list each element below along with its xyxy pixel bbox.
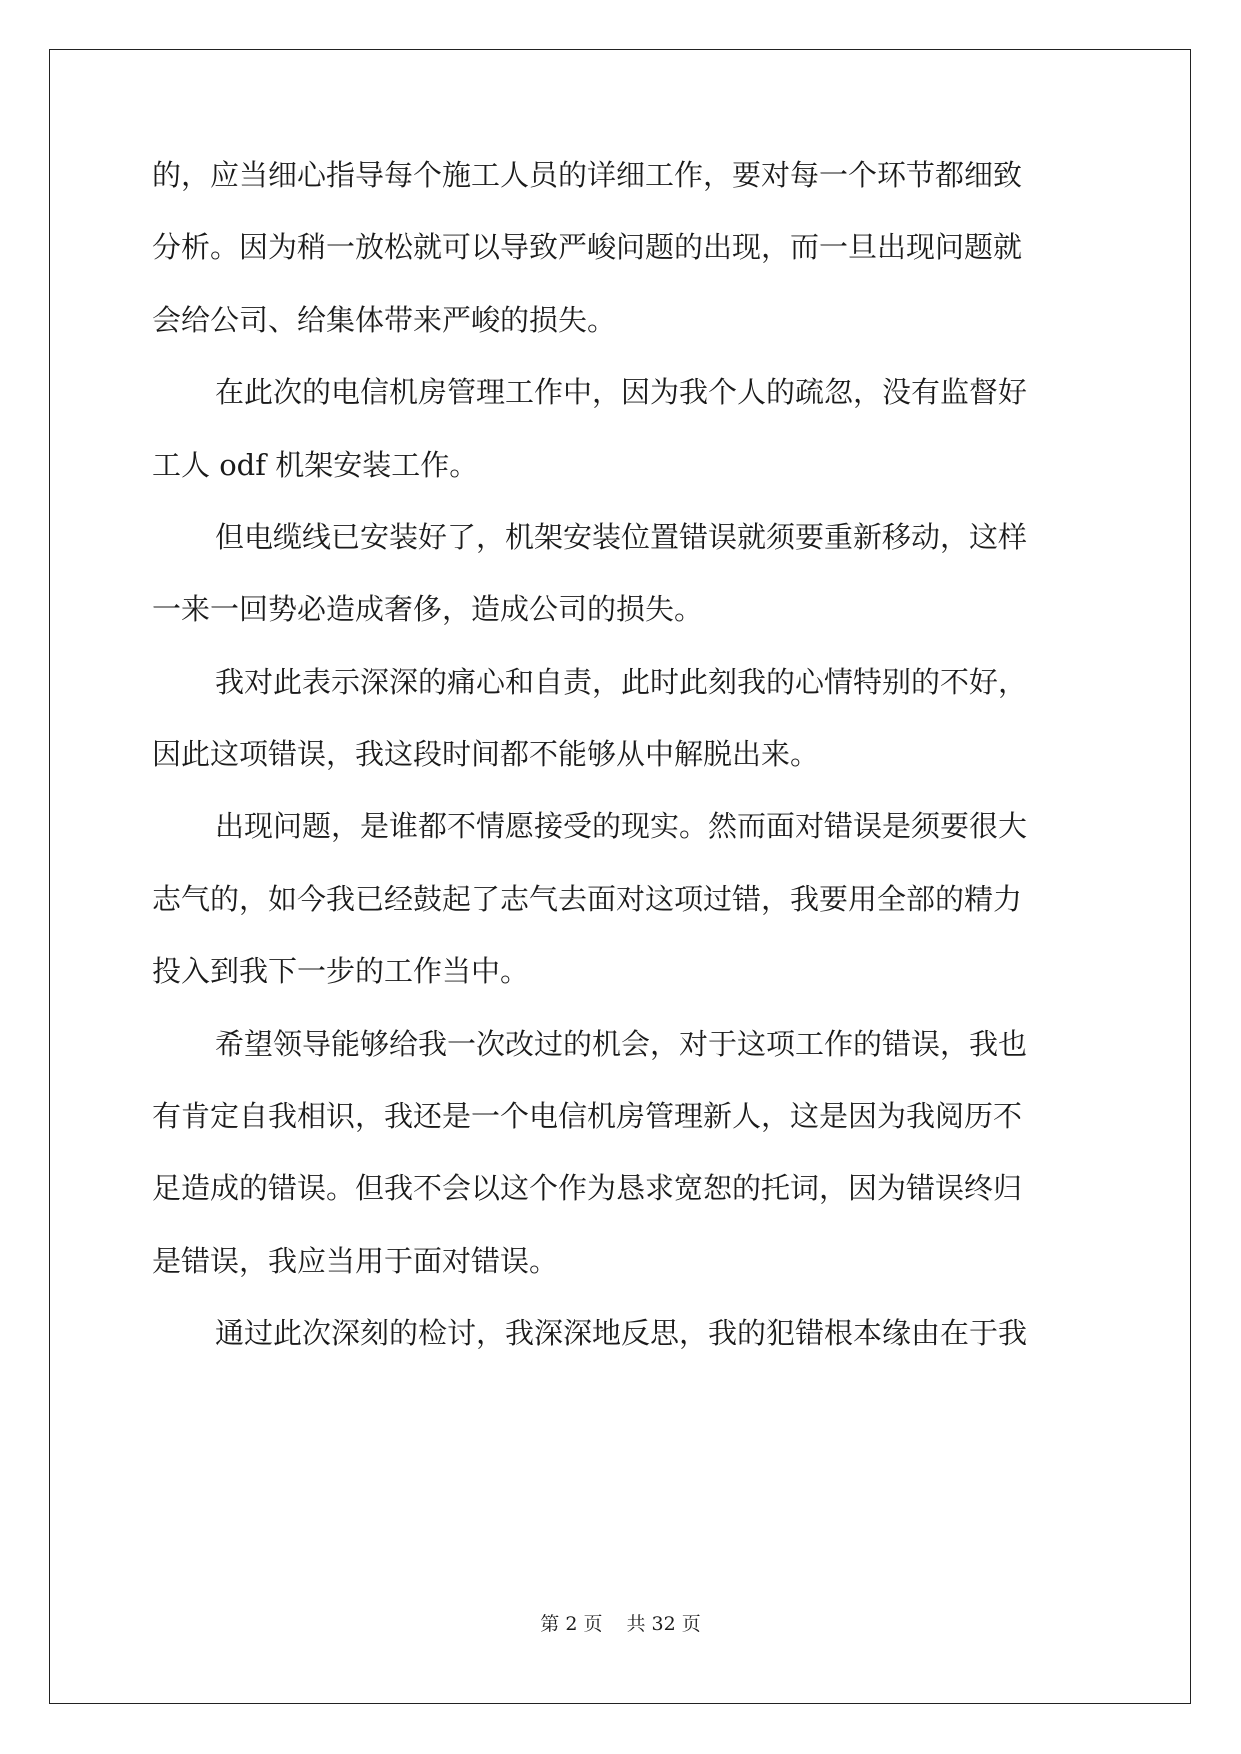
text-line: 是错误，我应当用于面对错误。 [152, 1244, 559, 1278]
text-line: 会给公司、给集体带来严峻的损失。 [152, 303, 617, 337]
text-line: 分析。因为稍一放松就可以导致严峻问题的出现，而一旦出现问题就 [152, 230, 1023, 264]
paragraph-first-line: 我对此表示深深的痛心和自责，此时此刻我的心情特别的不好， [215, 665, 1028, 699]
text-line: 一来一回势必造成奢侈，造成公司的损失。 [152, 592, 704, 626]
page-total: 共 32 页 [626, 1613, 701, 1635]
text-line: 足造成的错误。但我不会以这个作为恳求宽恕的托词，因为错误终归 [152, 1171, 1023, 1205]
text-line: 志气的，如今我已经鼓起了志气去面对这项过错，我要用全部的精力 [152, 882, 1023, 916]
page-number: 第 2 页 [540, 1613, 603, 1635]
paragraph-first-line: 通过此次深刻的检讨，我深深地反思，我的犯错根本缘由在于我 [215, 1316, 1028, 1350]
paragraph-first-line: 但电缆线已安装好了，机架安装位置错误就须要重新移动，这样 [215, 520, 1028, 554]
page-footer [0, 1609, 1241, 1636]
paragraph-first-line: 在此次的电信机房管理工作中，因为我个人的疏忽，没有监督好 [215, 375, 1028, 409]
paragraph-first-line: 希望领导能够给我一次改过的机会，对于这项工作的错误，我也 [215, 1027, 1028, 1061]
text-line: 工人 odf 机架安装工作。 [152, 448, 479, 482]
page-border [49, 49, 1191, 1704]
text-line: 的，应当细心指导每个施工人员的详细工作，要对每一个环节都细致 [152, 158, 1023, 192]
text-line: 有肯定自我相识，我还是一个电信机房管理新人，这是因为我阅历不 [152, 1099, 1023, 1133]
text-line: 因此这项错误，我这段时间都不能够从中解脱出来。 [152, 737, 820, 771]
text-line: 投入到我下一步的工作当中。 [152, 954, 530, 988]
paragraph-first-line: 出现问题，是谁都不情愿接受的现实。然而面对错误是须要很大 [215, 809, 1028, 843]
